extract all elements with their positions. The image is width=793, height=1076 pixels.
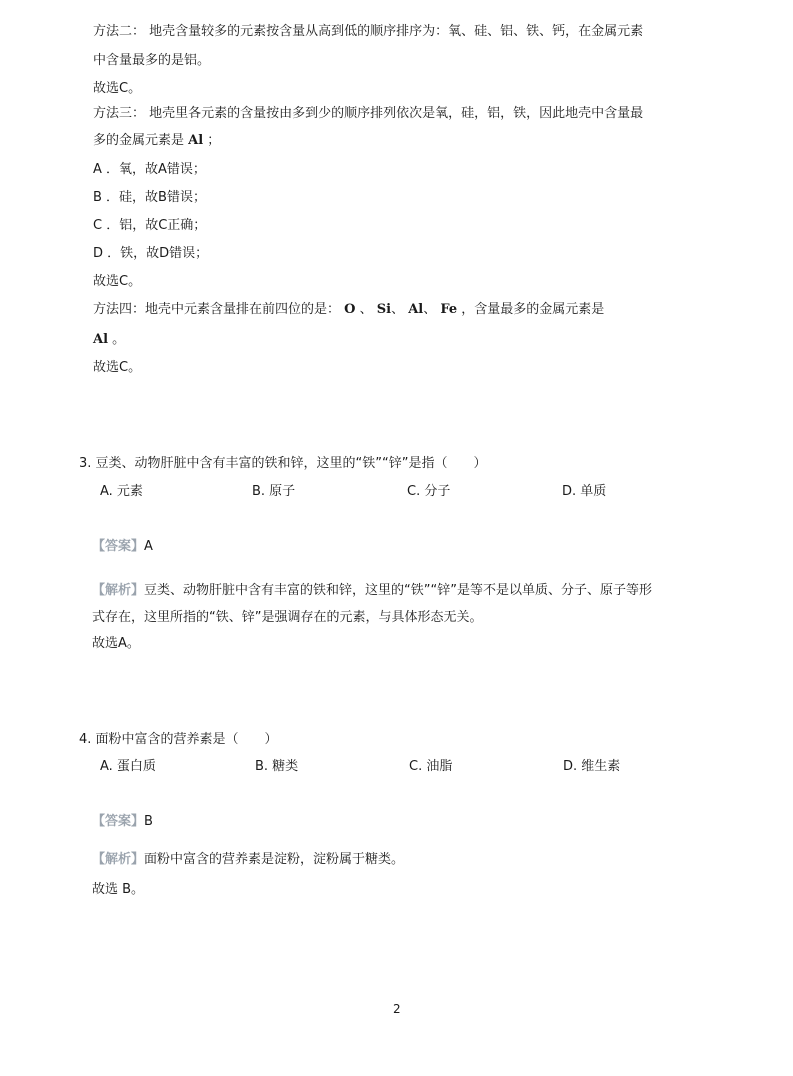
method4-line1: 方法四：地壳中元素含量排在前四位的是： O 、 Si、 Al、 Fe ，含量最多的金属元素是 [93, 302, 605, 317]
q3-option-d: D. 单质 [562, 484, 607, 499]
q4-option-b: B. 糖类 [255, 759, 299, 774]
method4-line2: Al 。 [93, 332, 126, 347]
method2-line1: 方法二： 地壳含量较多的元素按含量从高到低的顺序排序为：氧、硅、铝、铁、钙，在金属元素 [93, 24, 644, 39]
analysis-tag: 【解析】 [92, 583, 145, 598]
q3-analysis-line2: 式存在，这里所指的“铁、锌”是强调存在的元素，与具体形态无关。 [92, 610, 483, 625]
answer-tag: 【答案】 [92, 539, 145, 554]
q3-option-b: B. 原子 [252, 484, 296, 499]
q3-analysis-line1: 【解析】豆类、动物肝脏中含有丰富的铁和锌，这里的“铁”“锌”是等不是以单质、分子、原子等形 [92, 583, 652, 598]
analysis-tag: 【解析】 [92, 852, 145, 867]
method3-option-d: D ．铁，故D错误； [93, 246, 209, 261]
q4-option-c: C. 油脂 [409, 759, 453, 774]
page-number: 2 [393, 1002, 401, 1016]
q4-conclusion: 故选 B。 [92, 882, 145, 897]
method2-conclusion: 故选C。 [93, 81, 142, 96]
method3-line2: 多的金属元素是 Al ； [93, 133, 221, 148]
method4-conclusion: 故选C。 [93, 360, 142, 375]
q3-answer: 【答案】A [92, 539, 153, 554]
method3-option-c: C ．铝，故C正确； [93, 218, 207, 233]
q4-analysis: 【解析】面粉中富含的营养素是淀粉，淀粉属于糖类。 [92, 852, 405, 867]
q4-option-a: A. 蛋白质 [100, 759, 156, 774]
q4-answer: 【答案】B [92, 814, 153, 829]
q3-option-c: C. 分子 [407, 484, 451, 499]
method3-option-a: A ．氧，故A错误； [93, 162, 206, 177]
method2-line2: 中含量最多的是铝。 [93, 53, 211, 68]
method3-option-b: B ．硅，故B错误； [93, 190, 206, 205]
q3-option-a: A. 元素 [100, 484, 143, 499]
method3-line1: 方法三： 地壳里各元素的含量按由多到少的顺序排列依次是氧，硅，铝，铁，因此地壳中含量最 [93, 106, 644, 121]
q3-conclusion: 故选A。 [92, 636, 140, 651]
q4-option-d: D. 维生素 [563, 759, 621, 774]
method3-conclusion: 故选C。 [93, 274, 142, 289]
answer-tag: 【答案】 [92, 814, 145, 829]
q3-stem: 3. 豆类、动物肝脏中含有丰富的铁和锌，这里的“铁”“锌”是指（ ） [79, 456, 487, 471]
q4-stem: 4. 面粉中富含的营养素是（ ） [79, 732, 278, 747]
